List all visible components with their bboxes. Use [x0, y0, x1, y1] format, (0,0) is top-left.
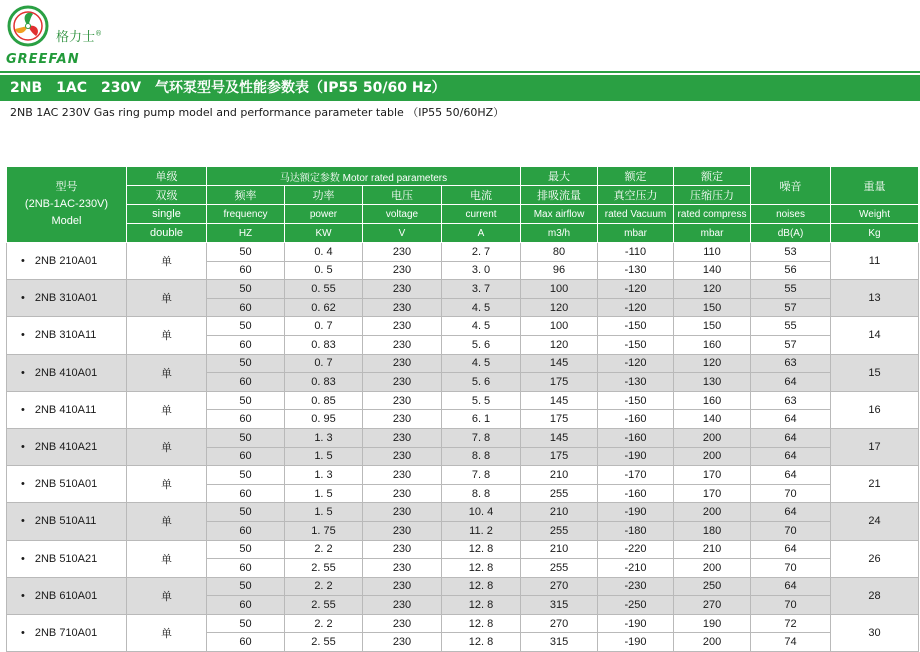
header-vacuum-cn: 真空压力 — [598, 186, 674, 205]
cell-voltage: 230 — [363, 391, 442, 410]
cell-voltage: 230 — [363, 447, 442, 466]
cell-noise: 64 — [751, 428, 831, 447]
cell-vacuum: -190 — [598, 614, 674, 633]
cell-airflow: 210 — [521, 540, 598, 559]
cell-current: 3. 0 — [442, 261, 521, 280]
cell-compress: 150 — [674, 317, 751, 336]
bullet-icon: • — [21, 255, 25, 268]
cell-frequency: 50 — [207, 503, 285, 522]
cell-vacuum: -150 — [598, 335, 674, 354]
cell-airflow: 210 — [521, 503, 598, 522]
bullet-icon: • — [21, 292, 25, 305]
cell-model — [7, 466, 127, 503]
cell-vacuum: -190 — [598, 503, 674, 522]
cell-vacuum: -160 — [598, 428, 674, 447]
cell-vacuum: -160 — [598, 410, 674, 429]
cell-stage: 单 — [127, 503, 207, 540]
cell-airflow: 145 — [521, 391, 598, 410]
bullet-icon: • — [21, 552, 25, 565]
cell-weight: 17 — [831, 428, 919, 465]
cell-power: 1. 5 — [285, 447, 363, 466]
cell-airflow: 80 — [521, 243, 598, 262]
cell-noise: 55 — [751, 280, 831, 299]
cell-airflow: 120 — [521, 335, 598, 354]
cell-stage: 单 — [127, 243, 207, 280]
cell-frequency: 60 — [207, 521, 285, 540]
cell-airflow: 100 — [521, 280, 598, 299]
header-stage-single-en: single — [127, 205, 207, 224]
cell-frequency: 50 — [207, 577, 285, 596]
cell-frequency: 60 — [207, 335, 285, 354]
cell-vacuum: -230 — [598, 577, 674, 596]
brand-name-cn: 格力士® — [56, 29, 103, 45]
cell-model — [7, 280, 127, 317]
cell-current: 5. 5 — [442, 391, 521, 410]
cell-voltage: 230 — [363, 559, 442, 578]
cell-airflow: 315 — [521, 633, 598, 652]
cell-voltage: 230 — [363, 521, 442, 540]
cell-voltage: 230 — [363, 335, 442, 354]
header-airflow-unit: m3/h — [521, 224, 598, 243]
cell-frequency: 60 — [207, 373, 285, 392]
cell-current: 8. 8 — [442, 447, 521, 466]
cell-vacuum: -110 — [598, 243, 674, 262]
header-vacuum-unit: mbar — [598, 224, 674, 243]
cell-frequency: 60 — [207, 410, 285, 429]
header-power-cn: 功率 — [285, 186, 363, 205]
cell-current: 12. 8 — [442, 540, 521, 559]
cell-power: 0. 55 — [285, 280, 363, 299]
cell-power: 0. 83 — [285, 373, 363, 392]
header-frequency-unit: HZ — [207, 224, 285, 243]
cell-vacuum: -120 — [598, 354, 674, 373]
cell-power: 0. 85 — [285, 391, 363, 410]
cell-power: 2. 55 — [285, 633, 363, 652]
cell-noise: 57 — [751, 298, 831, 317]
cell-weight: 11 — [831, 243, 919, 280]
cell-stage: 单 — [127, 614, 207, 651]
cell-model — [7, 317, 127, 354]
cell-current: 4. 5 — [442, 298, 521, 317]
model-name: 2NB 510A21 — [34, 552, 98, 565]
cell-current: 8. 8 — [442, 484, 521, 503]
cell-frequency: 50 — [207, 466, 285, 485]
cell-voltage: 230 — [363, 577, 442, 596]
cell-power: 0. 4 — [285, 243, 363, 262]
cell-noise: 70 — [751, 559, 831, 578]
fan-logo-icon — [6, 4, 50, 48]
cell-compress: 170 — [674, 484, 751, 503]
cell-noise: 70 — [751, 484, 831, 503]
cell-vacuum: -130 — [598, 373, 674, 392]
model-name: 2NB 410A11 — [34, 403, 97, 416]
table-row — [7, 354, 919, 373]
table-row — [7, 428, 919, 447]
cell-stage: 单 — [127, 577, 207, 614]
header-airflow-en: Max airflow — [521, 205, 598, 224]
header-noise-en: noises — [751, 205, 831, 224]
cell-current: 7. 8 — [442, 466, 521, 485]
cell-vacuum: -190 — [598, 633, 674, 652]
bullet-icon: • — [21, 515, 25, 528]
cell-weight: 21 — [831, 466, 919, 503]
cell-current: 4. 5 — [442, 317, 521, 336]
cell-airflow: 175 — [521, 410, 598, 429]
model-name: 2NB 510A01 — [34, 478, 98, 491]
cell-current: 12. 8 — [442, 633, 521, 652]
cell-current: 12. 8 — [442, 577, 521, 596]
cell-compress: 200 — [674, 503, 751, 522]
cell-frequency: 50 — [207, 243, 285, 262]
header-compress-en: rated compress — [674, 205, 751, 224]
cell-power: 2. 55 — [285, 559, 363, 578]
header-noise-cn: 噪音 — [751, 167, 831, 205]
cell-voltage: 230 — [363, 261, 442, 280]
cell-noise: 70 — [751, 596, 831, 615]
cell-model — [7, 391, 127, 428]
cell-compress: 190 — [674, 614, 751, 633]
cell-current: 11. 2 — [442, 521, 521, 540]
header-current-cn: 电流 — [442, 186, 521, 205]
cell-current: 2. 7 — [442, 243, 521, 262]
cell-frequency: 60 — [207, 633, 285, 652]
cell-current: 7. 8 — [442, 428, 521, 447]
cell-power: 0. 5 — [285, 261, 363, 280]
cell-vacuum: -120 — [598, 280, 674, 299]
table-row — [7, 317, 919, 336]
cell-current: 3. 7 — [442, 280, 521, 299]
table-header — [7, 167, 919, 243]
cell-voltage: 230 — [363, 410, 442, 429]
cell-vacuum: -170 — [598, 466, 674, 485]
table-row — [7, 280, 919, 299]
cell-voltage: 230 — [363, 354, 442, 373]
cell-power: 2. 2 — [285, 577, 363, 596]
cell-power: 1. 3 — [285, 428, 363, 447]
model-name: 2NB 410A01 — [34, 366, 98, 379]
table-row — [7, 466, 919, 485]
cell-stage: 单 — [127, 280, 207, 317]
header-airflow-cn: 排吸流量 — [521, 186, 598, 205]
bullet-icon: • — [21, 589, 25, 602]
cell-frequency: 60 — [207, 261, 285, 280]
cell-stage: 单 — [127, 428, 207, 465]
table-row — [7, 540, 919, 559]
model-name: 2NB 510A11 — [34, 515, 97, 528]
bullet-icon: • — [21, 441, 25, 454]
cell-model — [7, 503, 127, 540]
performance-table — [6, 166, 919, 652]
cell-voltage: 230 — [363, 633, 442, 652]
cell-weight: 15 — [831, 354, 919, 391]
model-name: 2NB 710A01 — [34, 626, 98, 639]
cell-airflow: 315 — [521, 596, 598, 615]
header-frequency-en: frequency — [207, 205, 285, 224]
cell-compress: 140 — [674, 261, 751, 280]
cell-noise: 64 — [751, 373, 831, 392]
cell-weight: 14 — [831, 317, 919, 354]
cell-airflow: 145 — [521, 428, 598, 447]
cell-power: 0. 7 — [285, 317, 363, 336]
page-title-banner: 2NB 1AC 230V 气环泵型号及性能参数表（IP55 50/60 Hz） — [0, 75, 920, 101]
cell-compress: 110 — [674, 243, 751, 262]
cell-noise: 74 — [751, 633, 831, 652]
cell-stage: 单 — [127, 466, 207, 503]
bullet-icon: • — [21, 626, 25, 639]
header-noise-unit: dB(A) — [751, 224, 831, 243]
cell-compress: 120 — [674, 280, 751, 299]
cell-weight: 30 — [831, 614, 919, 651]
bullet-icon: • — [21, 478, 25, 491]
cell-airflow: 210 — [521, 466, 598, 485]
header-weight-cn: 重量 — [831, 167, 919, 205]
cell-vacuum: -150 — [598, 317, 674, 336]
cell-compress: 170 — [674, 466, 751, 485]
header-model: 型号 (2NB-1AC-230V) Model — [7, 167, 127, 243]
cell-power: 2. 2 — [285, 614, 363, 633]
table-row — [7, 577, 919, 596]
cell-frequency: 50 — [207, 540, 285, 559]
cell-compress: 180 — [674, 521, 751, 540]
cell-power: 2. 2 — [285, 540, 363, 559]
cell-vacuum: -220 — [598, 540, 674, 559]
cell-frequency: 50 — [207, 391, 285, 410]
cell-power: 1. 75 — [285, 521, 363, 540]
header-voltage-en: voltage — [363, 205, 442, 224]
cell-model — [7, 243, 127, 280]
cell-current: 4. 5 — [442, 354, 521, 373]
header-stage-single-cn: 单级 — [127, 167, 207, 186]
cell-voltage: 230 — [363, 484, 442, 503]
model-name: 2NB 610A01 — [34, 589, 98, 602]
header-current-unit: A — [442, 224, 521, 243]
cell-noise: 56 — [751, 261, 831, 280]
cell-noise: 53 — [751, 243, 831, 262]
cell-airflow: 175 — [521, 373, 598, 392]
cell-stage: 单 — [127, 354, 207, 391]
header-vacuum-top: 额定 — [598, 167, 674, 186]
cell-frequency: 60 — [207, 559, 285, 578]
cell-frequency: 50 — [207, 428, 285, 447]
cell-vacuum: -120 — [598, 298, 674, 317]
cell-vacuum: -190 — [598, 447, 674, 466]
cell-power: 0. 83 — [285, 335, 363, 354]
header-frequency-cn: 频率 — [207, 186, 285, 205]
cell-weight: 26 — [831, 540, 919, 577]
cell-noise: 64 — [751, 503, 831, 522]
cell-weight: 13 — [831, 280, 919, 317]
header-stage-double-en: double — [127, 224, 207, 243]
cell-voltage: 230 — [363, 317, 442, 336]
cell-model — [7, 540, 127, 577]
cell-noise: 64 — [751, 410, 831, 429]
bullet-icon: • — [21, 366, 25, 379]
cell-frequency: 50 — [207, 614, 285, 633]
cell-noise: 64 — [751, 540, 831, 559]
cell-current: 12. 8 — [442, 559, 521, 578]
cell-airflow: 270 — [521, 614, 598, 633]
cell-compress: 200 — [674, 428, 751, 447]
cell-frequency: 50 — [207, 354, 285, 373]
header-compress-cn: 压缩压力 — [674, 186, 751, 205]
header-power-en: power — [285, 205, 363, 224]
cell-current: 6. 1 — [442, 410, 521, 429]
cell-current: 5. 6 — [442, 373, 521, 392]
cell-compress: 150 — [674, 298, 751, 317]
cell-compress: 160 — [674, 335, 751, 354]
cell-compress: 140 — [674, 410, 751, 429]
header-weight-unit: Kg — [831, 224, 919, 243]
cell-compress: 200 — [674, 559, 751, 578]
cell-voltage: 230 — [363, 243, 442, 262]
model-name: 2NB 410A21 — [34, 441, 98, 454]
cell-vacuum: -180 — [598, 521, 674, 540]
cell-current: 12. 8 — [442, 614, 521, 633]
top-divider — [0, 71, 920, 73]
cell-noise: 63 — [751, 391, 831, 410]
cell-airflow: 255 — [521, 484, 598, 503]
cell-noise: 64 — [751, 466, 831, 485]
cell-airflow: 120 — [521, 298, 598, 317]
model-name: 2NB 210A01 — [34, 255, 98, 268]
model-name: 2NB 310A01 — [34, 292, 98, 305]
table-body — [7, 243, 919, 652]
cell-power: 1. 3 — [285, 466, 363, 485]
cell-vacuum: -150 — [598, 391, 674, 410]
cell-weight: 16 — [831, 391, 919, 428]
cell-compress: 120 — [674, 354, 751, 373]
cell-vacuum: -210 — [598, 559, 674, 578]
header-stage-double-cn: 双级 — [127, 186, 207, 205]
header-vacuum-en: rated Vacuum — [598, 205, 674, 224]
header-voltage-cn: 电压 — [363, 186, 442, 205]
cell-voltage: 230 — [363, 428, 442, 447]
header-current-en: current — [442, 205, 521, 224]
cell-voltage: 230 — [363, 298, 442, 317]
cell-frequency: 50 — [207, 317, 285, 336]
cell-weight: 24 — [831, 503, 919, 540]
table-row — [7, 243, 919, 262]
cell-model — [7, 614, 127, 651]
cell-power: 2. 55 — [285, 596, 363, 615]
table-row — [7, 391, 919, 410]
cell-compress: 160 — [674, 391, 751, 410]
cell-frequency: 50 — [207, 280, 285, 299]
table-row — [7, 614, 919, 633]
cell-compress: 200 — [674, 633, 751, 652]
cell-power: 0. 7 — [285, 354, 363, 373]
cell-voltage: 230 — [363, 466, 442, 485]
header-airflow-top: 最大 — [521, 167, 598, 186]
cell-power: 1. 5 — [285, 484, 363, 503]
cell-noise: 72 — [751, 614, 831, 633]
cell-current: 12. 8 — [442, 596, 521, 615]
cell-frequency: 60 — [207, 298, 285, 317]
cell-voltage: 230 — [363, 614, 442, 633]
cell-airflow: 255 — [521, 559, 598, 578]
cell-voltage: 230 — [363, 503, 442, 522]
cell-power: 1. 5 — [285, 503, 363, 522]
cell-model — [7, 428, 127, 465]
header-power-unit: KW — [285, 224, 363, 243]
cell-power: 0. 95 — [285, 410, 363, 429]
cell-current: 5. 6 — [442, 335, 521, 354]
cell-airflow: 100 — [521, 317, 598, 336]
bullet-icon: • — [21, 329, 25, 342]
cell-voltage: 230 — [363, 596, 442, 615]
cell-power: 0. 62 — [285, 298, 363, 317]
cell-noise: 70 — [751, 521, 831, 540]
cell-compress: 200 — [674, 447, 751, 466]
cell-compress: 210 — [674, 540, 751, 559]
cell-stage: 单 — [127, 317, 207, 354]
cell-airflow: 255 — [521, 521, 598, 540]
cell-compress: 130 — [674, 373, 751, 392]
cell-compress: 270 — [674, 596, 751, 615]
cell-airflow: 96 — [521, 261, 598, 280]
cell-vacuum: -130 — [598, 261, 674, 280]
cell-compress: 250 — [674, 577, 751, 596]
cell-noise: 64 — [751, 577, 831, 596]
header-compress-top: 额定 — [674, 167, 751, 186]
cell-vacuum: -250 — [598, 596, 674, 615]
brand-name-en: GREEFAN — [6, 52, 80, 67]
cell-stage: 单 — [127, 540, 207, 577]
cell-airflow: 145 — [521, 354, 598, 373]
table-row — [7, 503, 919, 522]
cell-model — [7, 577, 127, 614]
cell-voltage: 230 — [363, 373, 442, 392]
cell-stage: 单 — [127, 391, 207, 428]
cell-vacuum: -160 — [598, 484, 674, 503]
cell-weight: 28 — [831, 577, 919, 614]
header-compress-unit: mbar — [674, 224, 751, 243]
cell-noise: 57 — [751, 335, 831, 354]
cell-voltage: 230 — [363, 540, 442, 559]
cell-noise: 55 — [751, 317, 831, 336]
model-name: 2NB 310A11 — [34, 329, 97, 342]
cell-noise: 63 — [751, 354, 831, 373]
cell-noise: 64 — [751, 447, 831, 466]
page-subtitle: 2NB 1AC 230V Gas ring pump model and performance parameter table （IP55 50/60HZ） — [10, 106, 505, 119]
cell-frequency: 60 — [207, 447, 285, 466]
header-voltage-unit: V — [363, 224, 442, 243]
header-motor-group: 马达额定参数 Motor rated parameters — [207, 167, 521, 186]
cell-voltage: 230 — [363, 280, 442, 299]
cell-frequency: 60 — [207, 484, 285, 503]
bullet-icon: • — [21, 403, 25, 416]
cell-frequency: 60 — [207, 596, 285, 615]
brand-logo — [6, 4, 136, 66]
cell-airflow: 270 — [521, 577, 598, 596]
header-weight-en: Weight — [831, 205, 919, 224]
cell-airflow: 175 — [521, 447, 598, 466]
cell-model — [7, 354, 127, 391]
cell-current: 10. 4 — [442, 503, 521, 522]
